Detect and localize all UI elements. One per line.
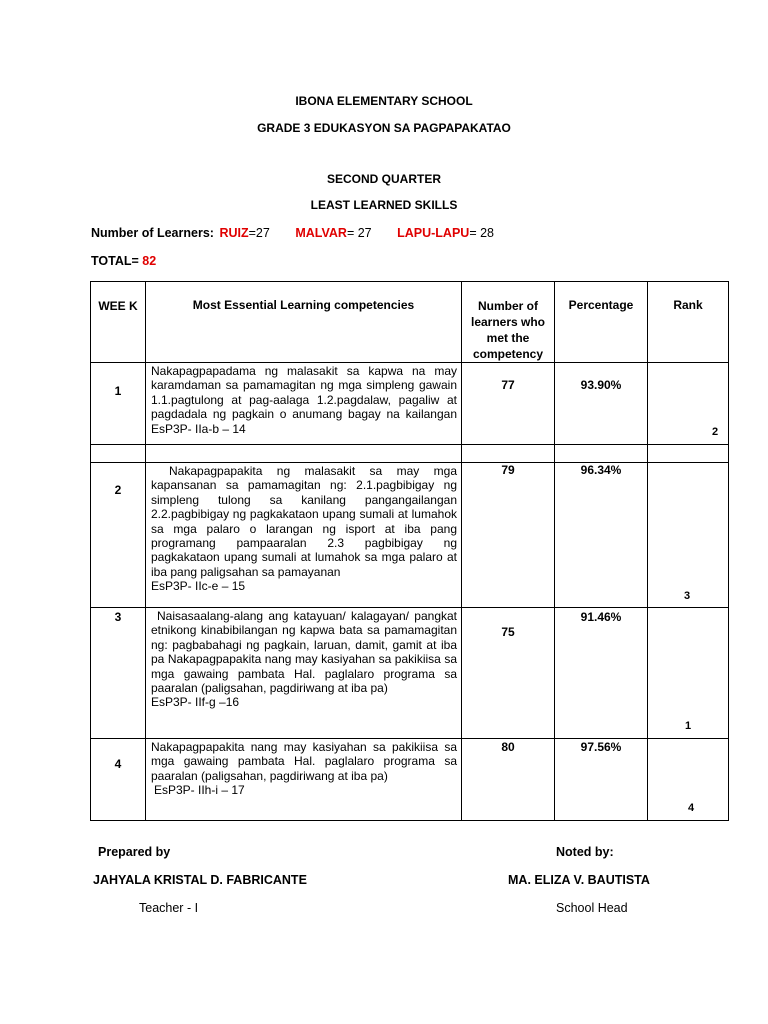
week-cell: 1	[91, 363, 146, 445]
week-cell: 4	[91, 739, 146, 821]
total-value: 82	[142, 254, 157, 268]
rank-value: 1	[685, 720, 692, 732]
percentage-cell: 97.56%	[555, 739, 648, 821]
section-malvar-count: = 27	[346, 226, 372, 240]
competency-cell	[146, 463, 462, 608]
section-lapulapu-count: = 28	[469, 226, 495, 240]
table-row	[91, 739, 729, 821]
grade-subject: GRADE 3 EDUKASYON SA PAGPAPAKATAO	[257, 121, 511, 135]
table-row	[91, 463, 729, 608]
week-cell: 3	[91, 608, 146, 739]
prepared-title: Teacher - I	[139, 901, 199, 915]
header-week: WEE K	[91, 282, 146, 363]
prepared-label: Prepared by	[98, 845, 171, 859]
header-met: Number of learners who met the competency	[462, 282, 555, 363]
competency-text: Naisasaalang-alang ang katayuan/ kalagayan/ pangkat etnikong kinabibilangan ng kapwa bata sa pamamagitan ng: pagbabahagi ng pagkain, laruan, damit, gamit at iba pa Nakapagpapakita nang may kasiyahan sa pakikiisa sa mga gawaing pambata Hal. paglalaro programa sa paaralan (paligsahan, pagdiriwang at iba pa)	[151, 609, 457, 696]
prepared-name: JAHYALA KRISTAL D. FABRICANTE	[93, 873, 307, 887]
rank-cell	[648, 608, 729, 739]
learners-label: Number of Learners:	[91, 226, 214, 240]
section-malvar-name: MALVAR	[295, 226, 347, 240]
rank-value: 4	[688, 802, 695, 814]
rank-value: 2	[712, 426, 719, 438]
noted-label: Noted by:	[556, 845, 614, 859]
noted-name: MA. ELIZA V. BAUTISTA	[508, 873, 650, 887]
competency-cell	[146, 739, 462, 821]
header-rank: Rank	[648, 282, 729, 363]
competency-code: EsP3P- IIh-i – 17	[154, 783, 245, 798]
section-ruiz-name: RUIZ	[219, 226, 249, 240]
noted-title: School Head	[556, 901, 628, 915]
percentage-cell: 93.90%	[555, 363, 648, 445]
week-cell: 2	[91, 463, 146, 608]
met-cell: 79	[462, 463, 555, 608]
percentage-cell: 91.46%	[555, 608, 648, 739]
competency-text: Nakapagpapakita nang may kasiyahan sa pakikiisa sa mga gawaing pambata Hal. paglalaro programa sa paaralan (paligsahan, pagdiriwang at iba pa)	[151, 740, 457, 783]
total-label: TOTAL=	[91, 254, 139, 268]
competency-text: Nakapagpapakita ng malasakit sa may mga kapansanan sa pamamagitan ng: 2.1.pagbibigay ng simpleng tulong sa kanilang pangangailangan 2.2.pagbibigay ng pagkakataon upang sumali at lumahok sa mga palaro o larangan ng isport at iba pang programang pampaaralan 2.3 pagbibigay ng pagkakataon upang sumali at lumahok sa mga palaro at iba pang paligsahan sa pamayanan	[151, 464, 457, 579]
percentage-cell: 96.34%	[555, 463, 648, 608]
competency-cell	[146, 608, 462, 739]
rank-cell	[648, 363, 729, 445]
school-name: IBONA ELEMENTARY SCHOOL	[295, 94, 473, 108]
table-row	[91, 608, 729, 739]
header-percentage: Percentage	[555, 282, 648, 363]
met-cell: 77	[462, 363, 555, 445]
spacer-row	[91, 445, 729, 463]
met-cell: 80	[462, 739, 555, 821]
rank-cell	[648, 739, 729, 821]
quarter-title: SECOND QUARTER	[326, 172, 441, 186]
page-title: LEAST LEARNED SKILLS	[310, 198, 458, 212]
section-ruiz-count: =27	[248, 226, 270, 240]
rank-value: 3	[684, 590, 691, 602]
section-lapulapu-name: LAPU-LAPU	[397, 226, 470, 240]
header-competencies: Most Essential Learning competencies	[146, 282, 462, 363]
skills-table	[90, 281, 729, 821]
met-cell: 75	[462, 608, 555, 739]
total-line	[91, 254, 156, 268]
competency-cell: Nakapagpapadama ng malasakit sa kapwa na may karamdaman sa pamamagitan ng mga simpleng gawain 1.1.pagtulong at pag-aalaga 1.2.pagdalaw, pagaliw at pagdadala ng pagkain o anumang bagay na kailangan EsP3P- IIa-b – 14	[146, 363, 462, 445]
learners-line	[91, 226, 494, 240]
table-row	[91, 363, 729, 445]
table-header-row	[91, 282, 729, 363]
rank-cell	[648, 463, 729, 608]
competency-code: EsP3P- IIc-e – 15	[151, 579, 246, 594]
competency-code: EsP3P- IIf-g –16	[151, 695, 240, 710]
